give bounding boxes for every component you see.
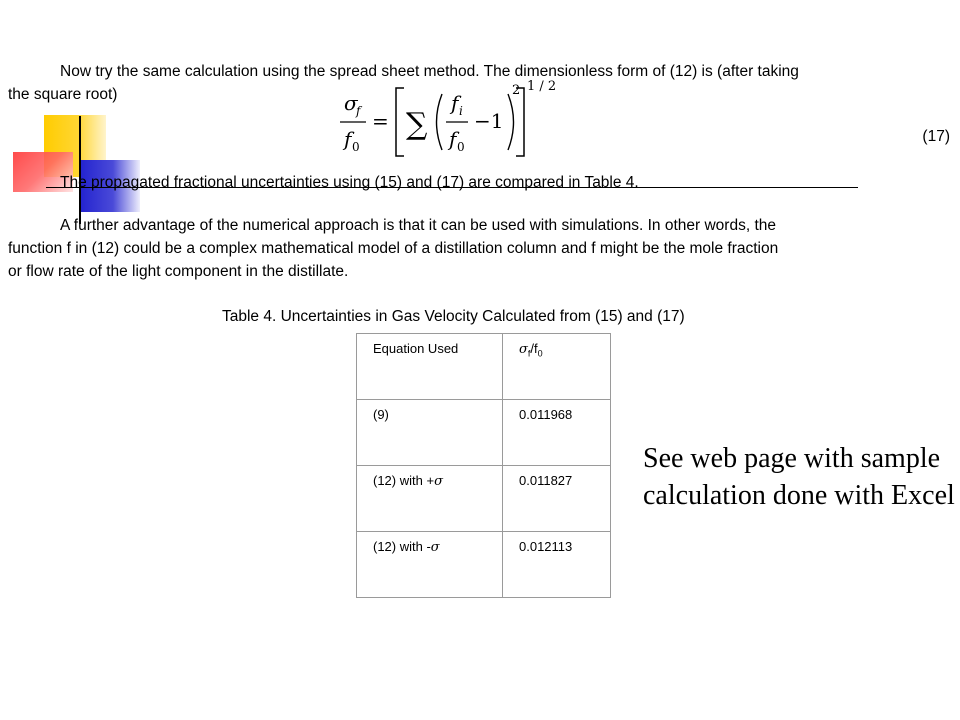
row-equation: [357, 532, 503, 598]
intro-line-1: Now try the same calculation using the spread sheet method. The dimensionless form of (12) is (after taking: [60, 63, 799, 80]
row-value: 0.011827: [503, 466, 611, 532]
table-row: [357, 400, 611, 466]
equation-17: [330, 80, 570, 160]
table-row: [357, 466, 611, 532]
simulation-line-2: function f in (12) could be a complex mathematical model of a distillation column and f might be the mole fraction: [8, 240, 779, 257]
minus-one: −1: [474, 109, 504, 133]
lhs-sigma-sub: f: [356, 104, 361, 118]
exponent-square: 2: [512, 83, 521, 98]
term-f0: f: [449, 127, 457, 151]
right-parenthesis: [508, 94, 514, 150]
row-equation-text: (12) with +: [373, 473, 435, 488]
decorative-vertical-line: [79, 116, 81, 224]
left-square-bracket: [396, 88, 404, 156]
row-equation: [357, 466, 503, 532]
row-sigma-symbol: σ: [430, 540, 440, 555]
left-parenthesis: [437, 94, 443, 150]
lhs-f: f: [344, 127, 352, 151]
simulation-paragraph: [8, 214, 958, 283]
right-square-bracket: [516, 88, 524, 156]
row-equation-text: (9): [373, 407, 389, 422]
sum-symbol: ∑: [406, 107, 428, 142]
lhs-f-sub: 0: [352, 140, 360, 154]
equation-number: (17): [922, 128, 950, 145]
equals-sign: =: [372, 109, 389, 133]
lhs-sigma: σ: [344, 91, 358, 115]
row-equation-text: (12) with -: [373, 539, 431, 554]
table-row: [357, 532, 611, 598]
sigma-symbol: σ: [519, 342, 528, 357]
row-sigma-symbol: σ: [434, 474, 443, 489]
row-equation: [357, 400, 503, 466]
sigma-sub: f: [527, 348, 531, 359]
term-f0-sub: 0: [457, 140, 465, 154]
comparison-paragraph: The propagated fractional uncertainties using (15) and (17) are compared in Table 4.: [60, 174, 639, 191]
header-sigma-ratio: [503, 334, 611, 400]
row-value: 0.011968: [503, 400, 611, 466]
term-f: f: [451, 91, 459, 115]
row-value: 0.012113: [503, 532, 611, 598]
term-f-sub: i: [459, 104, 463, 118]
simulation-line-1: A further advantage of the numerical approach is that it can be used with simulations. In other words, the: [60, 217, 776, 234]
excel-web-page-note: See web page with sample calculation done with Excel: [643, 443, 955, 511]
exponent-root: 1 / 2: [527, 80, 557, 94]
over-f-sub: 0: [537, 348, 543, 359]
over-f: /f: [530, 341, 538, 356]
table-header-row: [357, 334, 611, 400]
header-equation-used: Equation Used: [357, 334, 503, 400]
simulation-line-3: or flow rate of the light component in the distillate.: [8, 263, 349, 280]
uncertainty-table: [356, 333, 611, 598]
intro-line-2: the square root): [8, 86, 118, 103]
table-caption: Table 4. Uncertainties in Gas Velocity Calculated from (15) and (17): [222, 308, 685, 325]
